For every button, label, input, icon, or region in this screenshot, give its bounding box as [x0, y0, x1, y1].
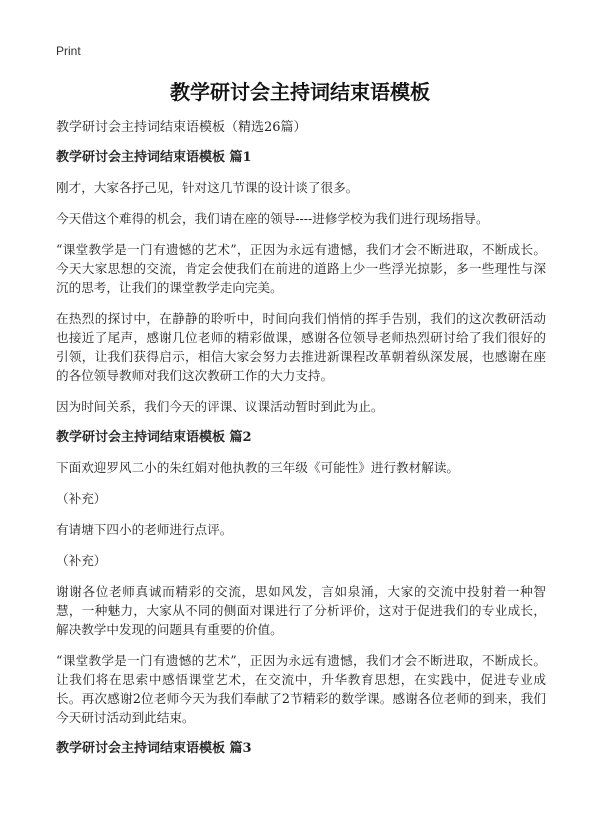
- section-3: [56, 739, 546, 759]
- paragraph: 因为时间关系，我们今天的评课、议课活动暂时到此为止。: [56, 399, 384, 414]
- paragraph: 在热烈的探讨中，在静静的聆听中，时间向我们悄悄的挥手告别，我们的这次教研活动也接近了尾声，感谢几位老师的精彩做课，感谢各位领导老师热烈研讨给了我们很好的引领，让我们获得启示，相信大家会努力去推进新课程改革朝着纵深发展，也感谢在座的各位领导教师对我们这次教研工作的大力支持。: [56, 311, 546, 383]
- paragraph: “课堂教学是一门有遗憾的艺术”，正因为永远有遗憾，我们才会不断进取，不断成长。让我们将在思索中感悟课堂艺术，在交流中，升华教育思想，在实践中，促进专业成长。再次感谢2位老师今天为我们奉献了2节精彩的数学课。感谢各位老师的到来，我们今天研讨活动到此结束。: [56, 653, 546, 725]
- paragraph: 有请塘下四小的老师进行点评。: [56, 522, 233, 537]
- document-body: [56, 118, 546, 769]
- section-heading: 教学研讨会主持词结束语模板 篇1: [56, 150, 252, 165]
- paragraph: 今天借这个难得的机会，我们请在座的领导----进修学校为我们进行现场指导。: [56, 211, 489, 226]
- section-heading: 教学研讨会主持词结束语模板 篇3: [56, 741, 252, 756]
- section-2: [56, 428, 546, 727]
- paragraph: 谢谢各位老师真诚而精彩的交流，思如风发，言如泉涌，大家的交流中投射着一种智慧，一种魅力，大家从不同的侧面对课进行了分析评价，这对于促进我们的专业成长，解决教学中发现的问题具有重要的价值。: [56, 584, 546, 637]
- section-1: [56, 148, 546, 416]
- paragraph: 下面欢迎罗风二小的朱红娟对他执教的三年级《可能性》进行教材解读。: [56, 460, 459, 475]
- section-heading: 教学研讨会主持词结束语模板 篇2: [56, 430, 252, 445]
- print-link[interactable]: Print: [56, 44, 81, 58]
- paragraph: “课堂教学是一门有遗憾的艺术”，正因为永远有遗憾，我们才会不断进取，不断成长。今天大家思想的交流，肯定会使我们在前进的道路上少一些浮光掠影，多一些理性与深沉的思考，让我们的课堂教学走向完美。: [56, 242, 546, 295]
- document-subtitle: 教学研讨会主持词结束语模板（精选26篇）: [56, 120, 307, 135]
- paragraph: （补充）: [56, 553, 107, 568]
- paragraph: （补充）: [56, 491, 107, 506]
- paragraph: 刚才，大家各抒己见，针对这几节课的设计谈了很多。: [56, 180, 359, 195]
- document-title: 教学研讨会主持词结束语模板: [170, 80, 430, 104]
